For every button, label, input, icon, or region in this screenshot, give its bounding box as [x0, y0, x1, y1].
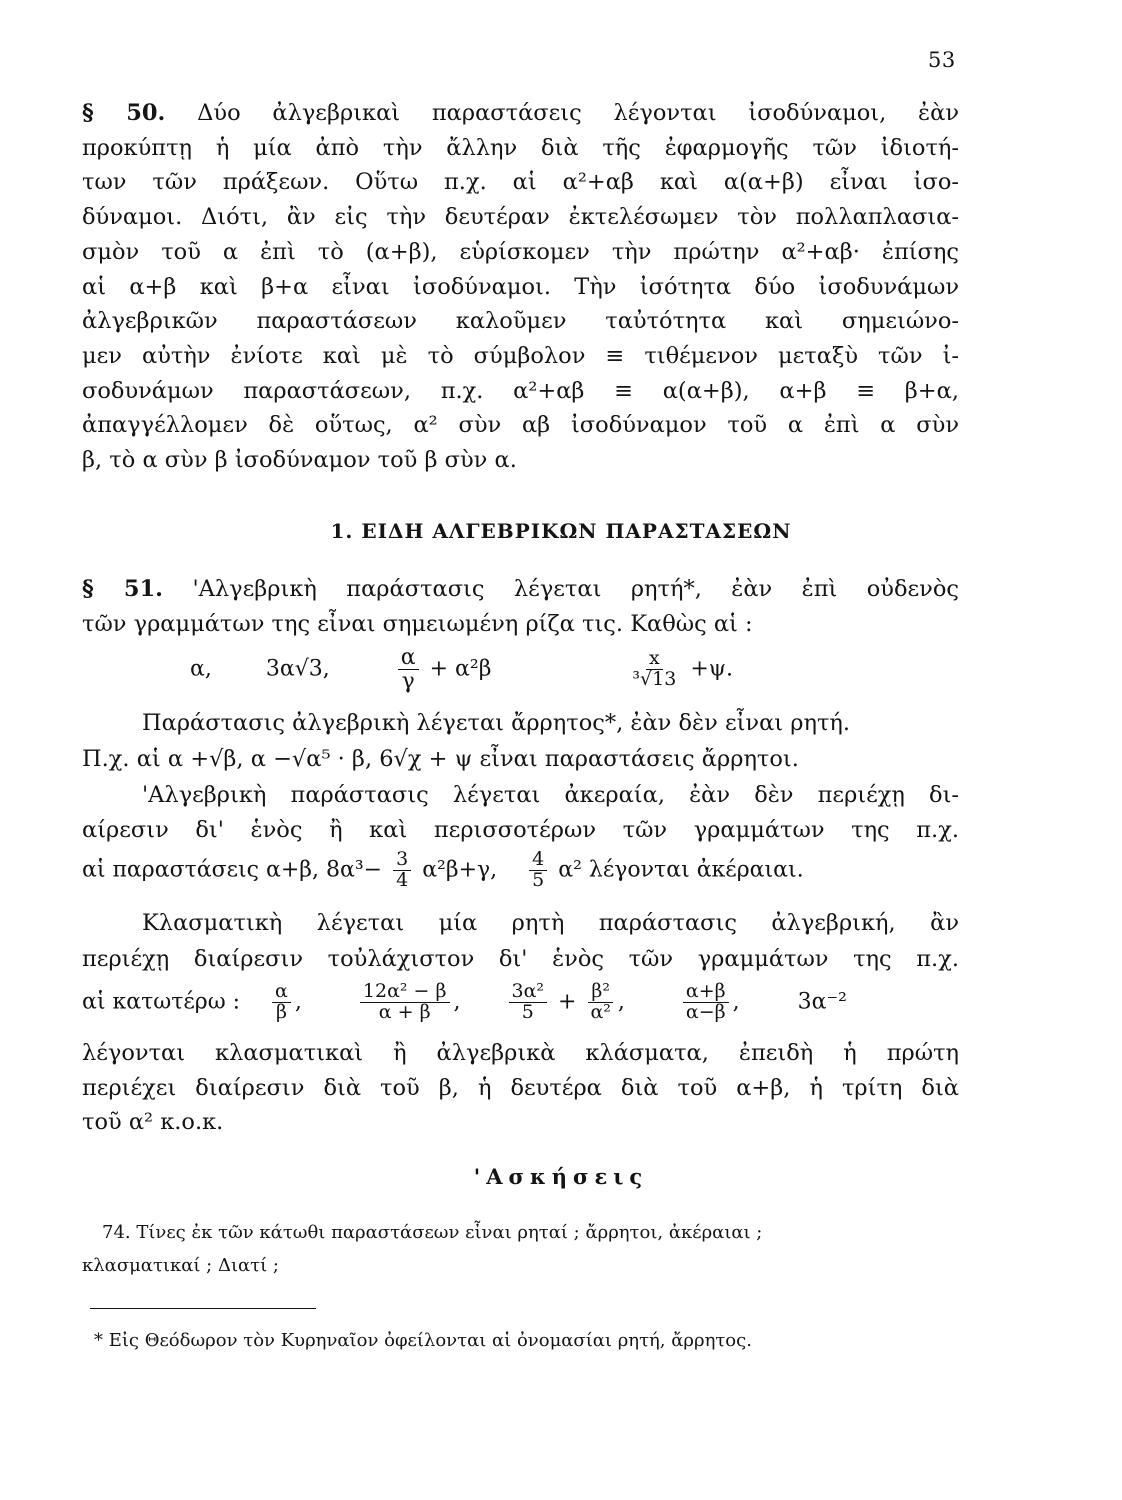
text-line: αίρεσιν δι' ἑνὸς ἢ καὶ περισσοτέρων τῶν γραμμάτων της π.χ.: [82, 817, 959, 843]
text-line: Π.χ. αἱ α +√β, α −√α⁵ · β, 6√χ + ψ εἶναι παραστάσεις ἄρρητοι.: [82, 746, 799, 772]
section-50-last-line: [82, 443, 959, 478]
text-paragraph: [82, 813, 959, 848]
text-line: λέγονται κλασματικαὶ ἢ ἀλγεβρικὰ κλάσματα, ἐπειδὴ ἡ πρώτη: [82, 1040, 959, 1066]
text-line: Παράστασις ἀλγεβρικὴ λέγεται ἄρρητος*, ἐὰν δὲν εἶναι ρητή.: [142, 710, 851, 736]
fraction: [509, 982, 548, 1023]
denominator: α²: [590, 1000, 611, 1023]
exercises-title: 'Ασκήσεις: [473, 1164, 649, 1189]
text-line: περιέχει διαίρεσιν διὰ τοῦ β, ἡ δευτέρα διὰ τοῦ α+β, ἡ τρίτη διὰ: [82, 1074, 959, 1101]
example-rest: + α²β: [429, 656, 492, 682]
denominator: 5: [521, 1000, 534, 1023]
denominator: ³√13: [632, 668, 677, 691]
numerator: 3α²: [509, 982, 548, 1003]
fractional-examples: αἱ κατωτέρω : $\frac{\alpha}{\beta}$ , $\frac{\text{12α² − β}}{\alpha + \beta}$ , $\frac{\text{3α²}}{5}$ + $\frac{\text{β²}}{\text{α²}}$ , $\frac{\alpha+\beta}{\alpha-\beta}$ , 3α⁻²: [82, 980, 847, 1023]
numerator: α: [398, 646, 419, 670]
text-paragraph: [82, 742, 959, 777]
section-51-intro: [82, 572, 959, 607]
text-line: τοῦ α² κ.ο.κ.: [82, 1109, 224, 1136]
text-line: ἀλγεβρικῶν παραστάσεων καλοῦμεν ταὐτότητα καὶ σημειώνο-: [82, 308, 959, 335]
text-line: περιέχῃ διαίρεσιν τοὐλάχιστον δι' ἑνὸς τῶν γραμμάτων της π.χ.: [82, 946, 959, 972]
page-number: 53: [928, 48, 956, 72]
numerator: α+β: [683, 982, 729, 1003]
exercise-line: κλασματικαί ; Διατί ;: [82, 1255, 279, 1276]
last-expression: 3α⁻²: [797, 989, 847, 1015]
text-line: [82, 96, 959, 131]
denominator: α + β: [378, 1000, 431, 1023]
text-line: β, τὸ α σὺν β ἰσοδύναμον τοῦ β σὺν α.: [82, 447, 517, 474]
section-marker: § 51.: [82, 576, 164, 602]
footnote: * Εἰς Θεόδωρον τὸν Κυρηναῖον ὀφείλονται αἱ ὀνομασίαι ρητή, ἄρρητος.: [94, 1330, 752, 1351]
text-line: ἀπαγγέλλομεν δὲ οὕτως, α² σὺν αβ ἰσοδύναμον τοῦ α ἐπὶ α σὺν: [82, 412, 959, 439]
rational-examples: [190, 646, 733, 693]
text-paragraph: [142, 778, 959, 813]
example-rest: +ψ.: [690, 656, 734, 682]
denominator: γ: [401, 669, 415, 695]
text-line: 'Αλγεβρικὴ παράστασις λέγεται ἀκεραία, ἐὰν δὲν περιέχῃ δι-: [142, 782, 959, 808]
chapter-heading: 1. ΕΙΔΗ ΑΛΓΕΒΡΙΚΩΝ ΠΑΡΑΣΤΑΣΕΩΝ: [330, 519, 792, 543]
exercise-74: [82, 1216, 959, 1282]
section-51: [82, 572, 959, 641]
text-line: σμὸν τοῦ α ἐπὶ τὸ (α+β), εὑρίσκομεν τὴν πρώτην α²+αβ· ἐπίσης: [82, 238, 959, 265]
integer-paragraph: [142, 778, 959, 813]
text-line: μεν αὐτὴν ἐνίοτε καὶ μὲ τὸ σύμβολον ≡ τιθέμενον μεταξὺ τῶν ἰ-: [82, 342, 959, 369]
example-root: 3α√3,: [265, 656, 330, 682]
text-line: αἱ α+β καὶ β+α εἶναι ἰσοδύναμοι. Τὴν ἰσότητα δύο ἰσοδυνάμων: [82, 273, 959, 300]
fraction: [529, 850, 547, 891]
fractional-paragraph-2: [82, 942, 959, 977]
section-marker: § 50.: [82, 100, 166, 126]
fraction: [629, 649, 679, 690]
text-line: προκύπτῃ ἡ μία ἀπὸ τὴν ἄλλην διὰ τῆς ἐφαρμογῆς τῶν ἰδιοτή-: [82, 134, 959, 161]
text-line: των τῶν πράξεων. Οὕτω π.χ. αἱ α²+αβ καὶ α(α+β) εἶναι ἰσο-: [82, 169, 959, 196]
fraction: [398, 646, 419, 693]
denominator: 4: [396, 868, 409, 891]
text-line: [82, 572, 959, 607]
denominator: α−β: [685, 1000, 726, 1023]
text-line: Κλασματικὴ λέγεται μία ρητὴ παράστασις ἀλγεβρική, ἂν: [142, 910, 959, 936]
fractional-explanation: [82, 1036, 959, 1140]
integer-paragraph-2: [82, 813, 959, 848]
numerator: 4: [529, 850, 547, 871]
text-line: τῶν γραμμάτων της εἶναι σημειωμένη ρίζα τις. Καθὼς αἱ :: [82, 610, 753, 637]
examples-prefix: αἱ κατωτέρω :: [82, 989, 241, 1015]
text-paragraph: [82, 1036, 959, 1105]
examples-prefix: αἱ παραστάσεις α+β, 8α³−: [82, 857, 383, 883]
section-50: [82, 96, 959, 478]
line-text: Δύο ἀλγεβρικαὶ παραστάσεις λέγονται ἰσοδύναμοι, ἐὰν: [197, 100, 960, 126]
fraction: [587, 982, 613, 1023]
text-paragraph: [82, 942, 959, 977]
text-line: δύναμοι. Διότι, ἂν εἰς τὴν δευτέραν ἐκτελέσωμεν τὸν πολλαπλασια-: [82, 204, 959, 231]
denominator: β: [275, 1000, 287, 1023]
examples-suffix: α² λέγονται ἀκέραιαι.: [558, 857, 804, 883]
exercise-line: 74. Τίνες ἐκ τῶν κάτωθι παραστάσεων εἶναι ρηταί ; ἄρρητοι, ἀκέραιαι ;: [102, 1222, 763, 1243]
text-paragraph: [142, 906, 959, 941]
numerator: 3: [393, 850, 411, 871]
footnote-rule: [90, 1308, 316, 1309]
fraction: [272, 982, 291, 1023]
text-paragraph: [142, 706, 959, 741]
irrational-paragraph: [142, 706, 959, 741]
numerator: β²: [588, 982, 613, 1003]
section-51-intro-2: [82, 607, 959, 642]
fraction: [683, 982, 729, 1023]
numerator: 12α² − β: [360, 982, 450, 1003]
numerator: α: [272, 982, 291, 1003]
examples-middle: α²β+γ,: [422, 857, 498, 883]
fraction: [393, 850, 411, 891]
integer-examples: [82, 850, 804, 891]
text-line: σοδυνάμων παραστάσεων, π.χ. α²+αβ ≡ α(α+β), α+β ≡ β+α,: [82, 377, 959, 404]
example-alpha: α,: [190, 656, 212, 682]
irrational-examples: [82, 742, 959, 777]
fractional-paragraph: [142, 906, 959, 941]
line-text: 'Αλγεβρικὴ παράστασις λέγεται ρητή*, ἐὰν ἐπὶ οὐδενὸς: [192, 576, 960, 602]
numerator: x: [646, 649, 663, 670]
denominator: 5: [532, 868, 545, 891]
fraction: [360, 982, 450, 1023]
section-50-text: [82, 96, 959, 443]
text-paragraph: [82, 1105, 959, 1140]
